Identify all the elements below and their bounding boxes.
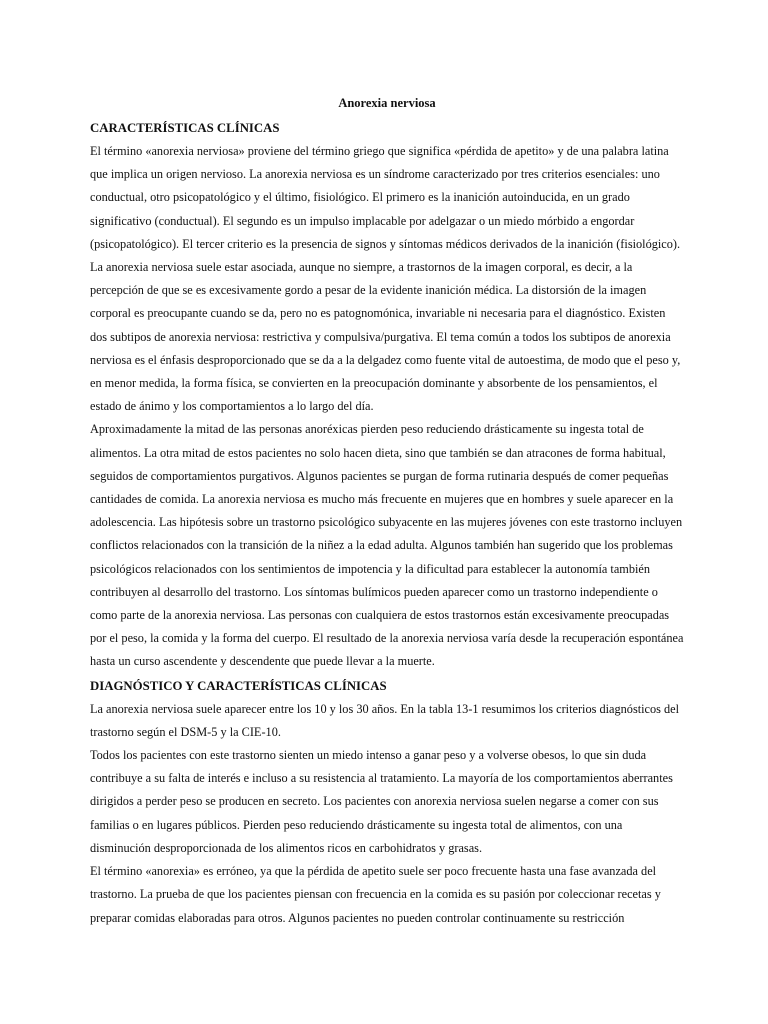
document-page xyxy=(90,94,684,930)
paragraph: La anorexia nerviosa suele aparecer entre los 10 y los 30 años. En la tabla 13-1 resumimos los criterios diagnósticos del trastorno según el DSM-5 y la CIE-10. xyxy=(90,701,680,739)
section-heading-caracteristicas-clinicas: CARACTERÍSTICAS CLÍNICAS xyxy=(90,121,280,135)
paragraph: Aproximadamente la mitad de las personas anoréxicas pierden peso reduciendo drásticamente su ingesta total de alimentos. La otra mitad de estos pacientes no solo hacen dieta, sino que también se dan atracones de forma habitual, seguidos de comportamientos purgativos. Algunos pacientes se purgan de forma rutinaria después de comer pequeñas cantidades de comida. La anorexia nerviosa es mucho más frecuente en mujeres que en hombres y suele aparecer en la adolescencia. Las hipótesis sobre un trastorno psicológico subyacente en las mujeres jóvenes con este trastorno incluyen conflictos relacionados con la transición de la niñez a la edad adulta. Algunos también han sugerido que los problemas psicológicos relacionados con los sentimientos de impotencia y la dificultad para establecer la autonomía también contribuyen al desarrollo del trastorno. Los síntomas bulímicos pueden aparecer como un trastorno independiente o como parte de la anorexia nerviosa. Las personas con cualquiera de estos trastornos están excesivamente preocupadas por el peso, la comida y la forma del cuerpo. El resultado de la anorexia nerviosa varía desde la recuperación espontánea hasta un curso ascendente y descendente que puede llevar a la muerte. xyxy=(90,422,684,669)
document-title: Anorexia nerviosa xyxy=(338,96,436,110)
paragraph: Todos los pacientes con este trastorno sienten un miedo intenso a ganar peso y a volverse obesos, lo que sin duda contribuye a su falta de interés e incluso a su resistencia al tratamiento. La mayoría de los comportamientos aberrantes dirigidos a perder peso se producen en secreto. Los pacientes con anorexia nerviosa suelen negarse a comer con sus familias o en lugares públicos. Pierden peso reduciendo drásticamente su ingesta total de alimentos, con una disminución desproporcionada de los alimentos ricos en carbohidratos y grasas. xyxy=(90,748,673,855)
section-heading-diagnostico: DIAGNÓSTICO Y CARACTERÍSTICAS CLÍNICAS xyxy=(90,678,387,693)
paragraph: El término «anorexia nerviosa» proviene del término griego que significa «pérdida de apetito» y de una palabra latina que implica un origen nervioso. La anorexia nerviosa es un síndrome caracterizado por tres criterios esenciales: uno conductual, otro psicopatológico y el último, fisiológico. El primero es la inanición autoinducida, en un grado significativo (conductual). El segundo es un impulso implacable por adelgazar o un miedo mórbido a engordar (psicopatológico). El tercer criterio es la presencia de signos y síntomas médicos derivados de la inanición (fisiológico). La anorexia nerviosa suele estar asociada, aunque no siempre, a trastornos de la imagen corporal, es decir, a la percepción de que se es excesivamente gordo a pesar de la evidente inanición médica. La distorsión de la imagen corporal es preocupante cuando se da, pero no es patognomónica, invariable ni necesaria para el diagnóstico. Existen dos subtipos de anorexia nerviosa: restrictiva y compulsiva/purgativa. El tema común a todos los subtipos de anorexia nerviosa es el énfasis desproporcionado que se da a la delgadez como fuente vital de autoestima, de modo que el peso y, en menor medida, la forma física, se convierten en la preocupación dominante y absorbente de los pensamientos, el estado de ánimo y los comportamientos a lo largo del día. xyxy=(90,144,681,414)
paragraph: El término «anorexia» es erróneo, ya que la pérdida de apetito suele ser poco frecuente hasta una fase avanzada del trastorno. La prueba de que los pacientes piensan con frecuencia en la comida es su pasión por coleccionar recetas y preparar comidas elaboradas para otros. Algunos pacientes no pueden controlar continuamente su restricción xyxy=(90,864,661,925)
